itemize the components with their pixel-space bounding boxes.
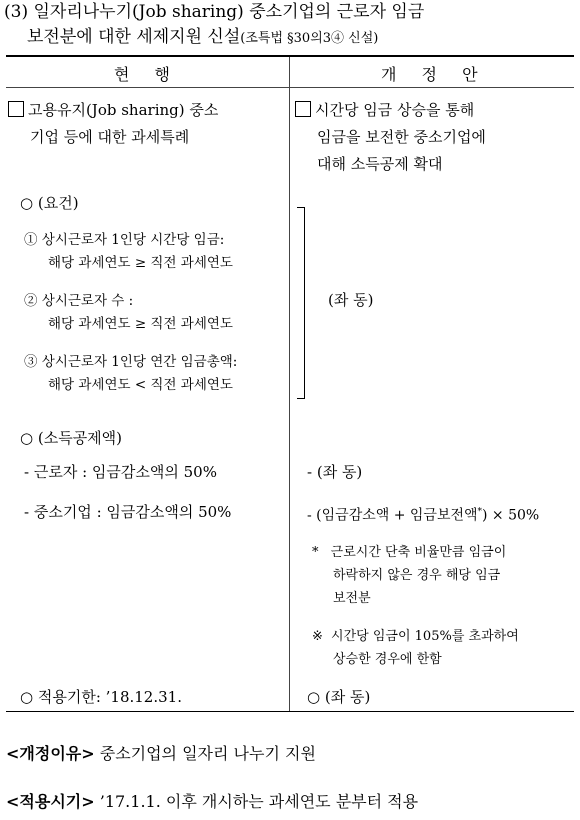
- current-item-line-2: 기업 등에 대한 과세특례: [30, 128, 190, 146]
- header-current: 현 행: [114, 65, 180, 84]
- worker-deduction-revised: - (좌 동): [307, 463, 363, 481]
- current-main-item: [8, 97, 218, 151]
- title-line-2: [4, 25, 576, 51]
- title-line-1: (3) 일자리나누기(Job sharing) 중소기업의 근로자 임금: [4, 2, 425, 22]
- title-line-2-text: 보전분에 대한 세제지원 신설: [27, 27, 241, 47]
- period-revised: ○ (좌 동): [307, 688, 371, 706]
- worker-deduction-current: - 근로자 : 임금감소액의 50%: [24, 463, 217, 481]
- sme-revised-text-b: ) × 50%: [482, 507, 540, 524]
- requirement-2: [24, 290, 233, 336]
- footnote-2-mark: ※: [312, 629, 323, 644]
- revised-main-item: [295, 97, 486, 178]
- footnote-1-line-3: 보전분: [333, 591, 371, 606]
- checkbox-square-icon: [295, 101, 311, 117]
- checkbox-square-icon: [8, 101, 24, 117]
- req-2-line-2: 해당 과세연도 ≥ 직전 과세연도: [48, 316, 233, 332]
- reason-text: 중소기업의 일자리 나누기 지원: [99, 744, 316, 763]
- section-title: [4, 0, 576, 51]
- requirements-bracket: [297, 207, 305, 399]
- requirements-heading: ○ (요건): [20, 194, 79, 212]
- table-header-row: [6, 57, 574, 88]
- effective-date: [6, 789, 418, 812]
- sme-deduction-revised: [307, 499, 539, 530]
- current-item-line-1: 고용유지(Job sharing) 중소: [28, 101, 219, 119]
- reason-label: <개정이유>: [6, 744, 95, 763]
- title-legal-reference: (조특법 §30의3④ 신설): [240, 31, 379, 46]
- requirements-revised: (좌 동): [328, 291, 374, 309]
- sme-revised-text-a: - (임금감소액 + 임금보전액: [307, 507, 478, 524]
- column-divider: [289, 57, 290, 711]
- req-1-line-2: 해당 과세연도 ≥ 직전 과세연도: [48, 255, 233, 271]
- footnote-2-line-1: 시간당 임금이 105%를 초과하여: [331, 629, 519, 644]
- comparison-table: [6, 55, 574, 712]
- footnote-1-mark: *: [312, 545, 319, 560]
- footnote-2: [312, 625, 519, 671]
- requirement-3: [24, 351, 237, 397]
- req-3-line-2: 해당 과세연도 < 직전 과세연도: [48, 377, 233, 393]
- req-2-line-1: ② 상시근로자 수 :: [24, 293, 134, 309]
- footnote-1-line-1: 근로시간 단축 비율만큼 임금이: [330, 545, 507, 560]
- sme-deduction-current: - 중소기업 : 임금감소액의 50%: [24, 503, 232, 521]
- period-current: ○ 적용기한: ’18.12.31.: [20, 688, 182, 706]
- timing-text: ’17.1.1. 이후 개시하는 과세연도 분부터 적용: [99, 792, 419, 811]
- sme-revised-footnote-mark: *: [477, 507, 483, 517]
- requirement-1: [24, 229, 233, 275]
- revised-item-line-3: 대해 소득공제 확대: [317, 155, 443, 173]
- footnote-2-line-2: 상승한 경우에 한함: [333, 652, 442, 667]
- revised-item-line-1: 시간당 임금 상승을 통해: [315, 101, 475, 119]
- deduction-heading: ○ (소득공제액): [20, 429, 123, 447]
- header-revised: 개 정 안: [381, 65, 488, 84]
- revised-item-line-2: 임금을 보전한 중소기업에: [317, 128, 486, 146]
- req-3-line-1: ③ 상시근로자 1인당 연간 임금총액:: [24, 354, 238, 370]
- req-1-line-1: ① 상시근로자 1인당 시간당 임금:: [24, 232, 225, 248]
- footnote-1-line-2: 하락하지 않은 경우 해당 임금: [333, 568, 501, 583]
- revision-reason: [6, 741, 316, 764]
- timing-label: <적용시기>: [6, 792, 95, 811]
- footnote-1: [312, 541, 506, 610]
